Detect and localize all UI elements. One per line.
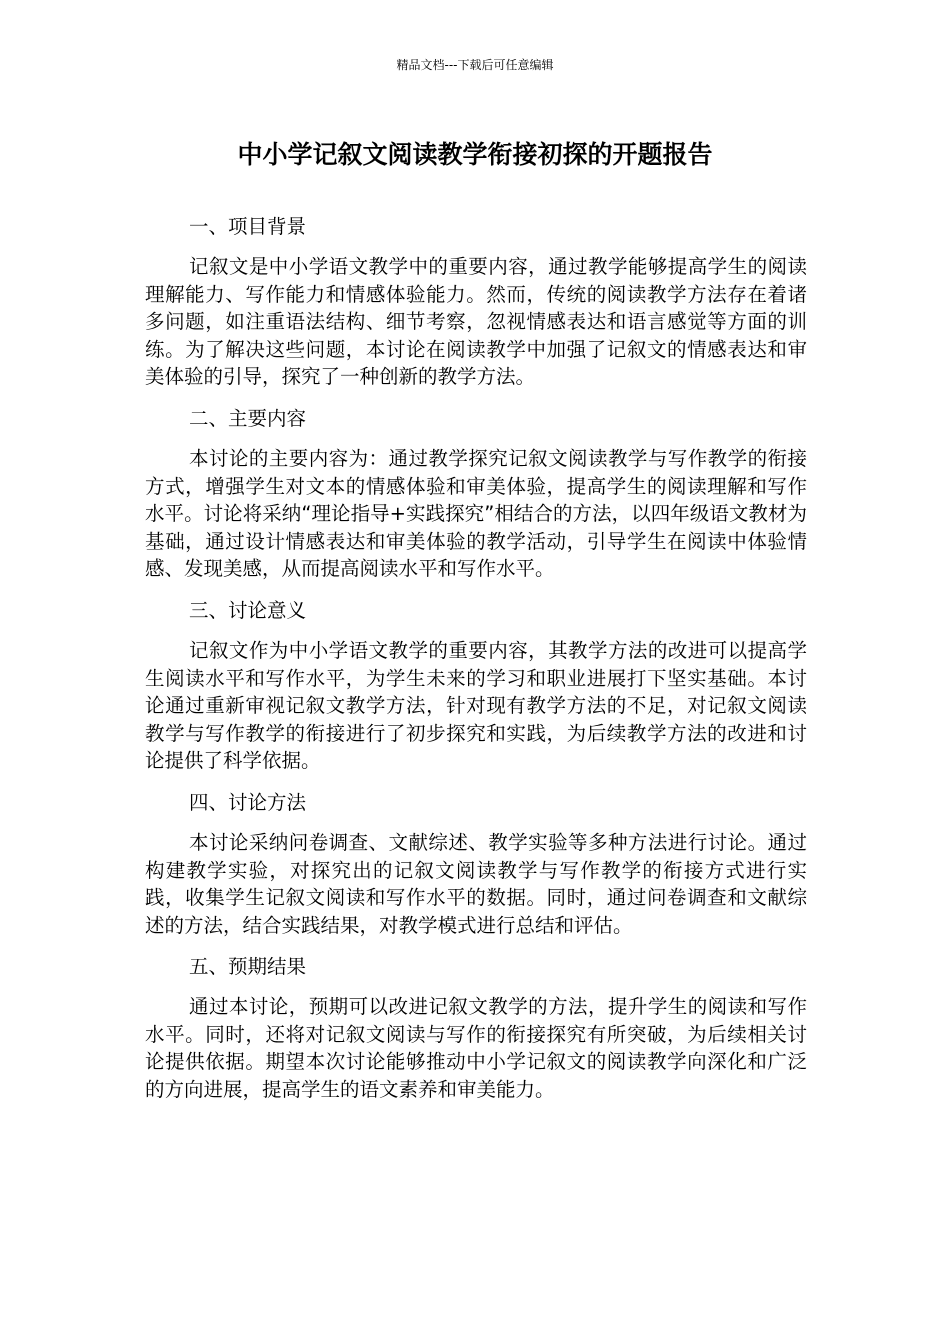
section-heading-expected-results: 五、预期结果	[189, 955, 307, 979]
section-paragraph-main-content: 本讨论的主要内容为：通过教学探究记叙文阅读教学与写作教学的衔接方式，增强学生对文本的情感体验和审美体验，提高学生的阅读理解和写作水平。讨论将采纳“理论指导+实践探究”相结合的方法，以四年级语文教材为基础，通过设计情感表达和审美体验的教学活动，引导学生在阅读中体验情感、发现美感，从而提高阅读水平和写作水平。	[145, 446, 807, 581]
section-paragraph-background: 记叙文是中小学语文教学中的重要内容，通过教学能够提高学生的阅读理解能力、写作能力和情感体验能力。然而，传统的阅读教学方法存在着诸多问题，如注重语法结构、细节考察，忽视情感表达和语言感觉等方面的训练。为了解决这些问题，本讨论在阅读教学中加强了记叙文的情感表达和审美体验的引导，探究了一种创新的教学方法。	[145, 255, 807, 389]
section-heading-significance: 三、讨论意义	[189, 598, 307, 622]
document-title: 中小学记叙文阅读教学衔接初探的开题报告	[237, 140, 713, 169]
document-body	[145, 209, 807, 1114]
section-paragraph-expected-results: 通过本讨论，预期可以改进记叙文教学的方法，提升学生的阅读和写作水平。同时，还将对记叙文阅读与写作的衔接探究有所突破，为后续相关讨论提供依据。期望本次讨论能够推动中小学记叙文的阅读教学向深化和广泛的方向进展，提高学生的语文素养和审美能力。	[145, 995, 807, 1102]
section-heading-main-content: 二、主要内容	[189, 406, 307, 430]
section-heading-methods: 四、讨论方法	[189, 790, 307, 814]
section-heading-background: 一、项目背景	[189, 215, 307, 238]
section-paragraph-significance: 记叙文作为中小学语文教学的重要内容，其教学方法的改进可以提高学生阅读水平和写作水平，为学生未来的学习和职业进展打下坚实基础。本讨论通过重新审视记叙文教学方法，针对现有教学方法的不足，对记叙文阅读教学与写作教学的衔接进行了初步探究和实践，为后续教学方法的改进和讨论提供了科学依据。	[145, 638, 807, 773]
section-paragraph-methods: 本讨论采纳问卷调查、文献综述、教学实验等多种方法进行讨论。通过构建教学实验，对探究出的记叙文阅读教学与写作教学的衔接方式进行实践，收集学生记叙文阅读和写作水平的数据。同时，通过问卷调查和文献综述的方法，结合实践结果，对教学模式进行总结和评估。	[145, 830, 807, 937]
page-header: 精品文档---下载后可任意编辑	[396, 58, 554, 72]
